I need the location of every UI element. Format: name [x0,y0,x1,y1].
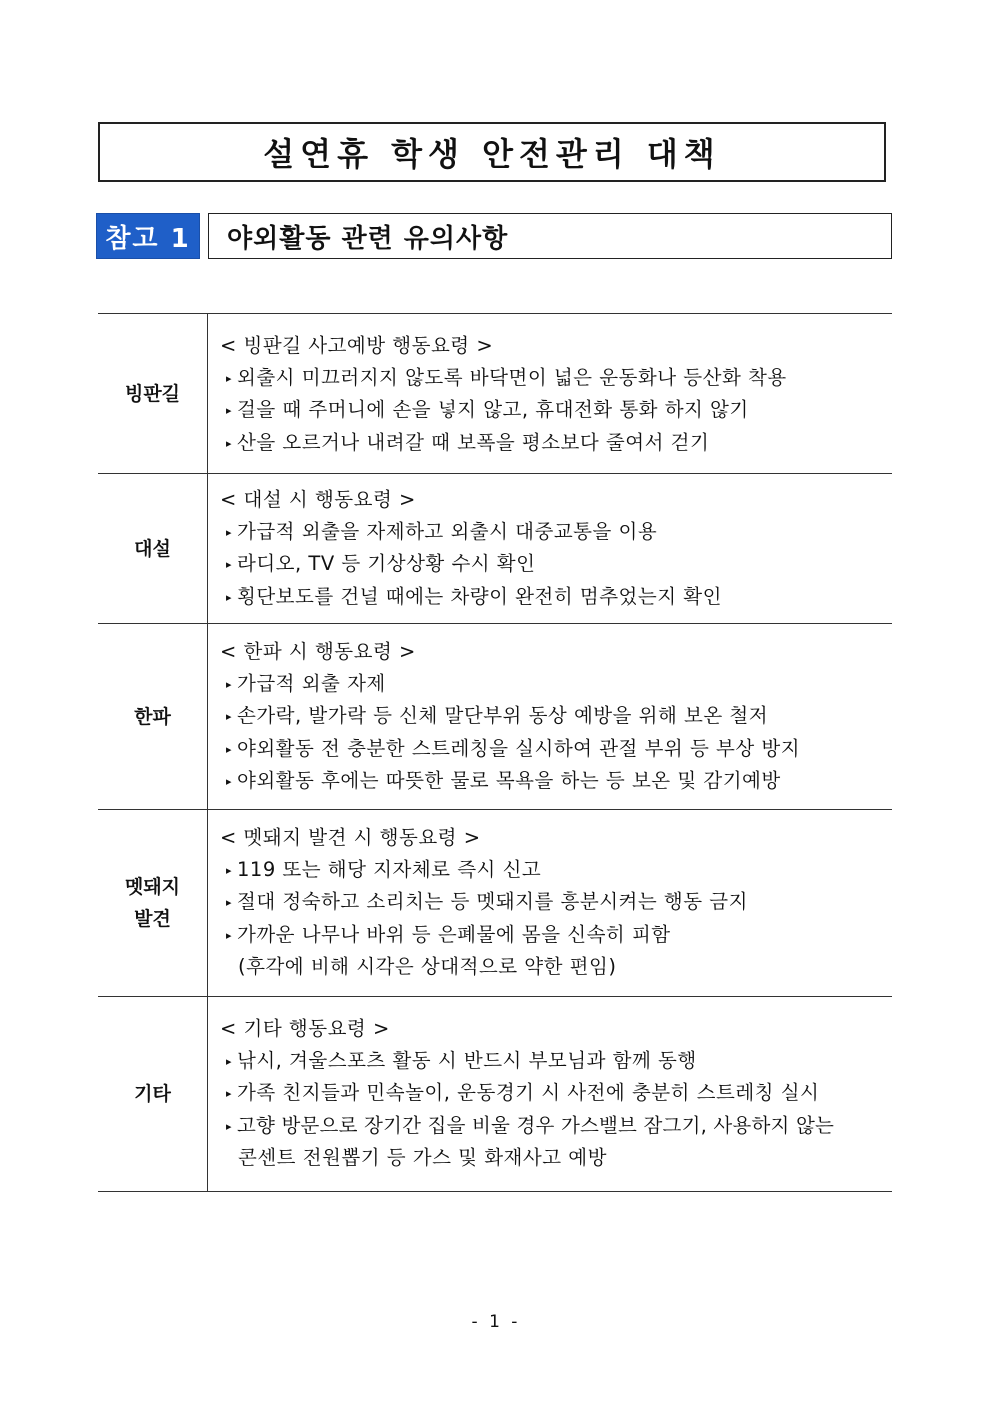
list-item: ▸ 라디오, TV 등 기상상황 수시 확인 [220,548,886,581]
bullet-icon: ▸ [226,896,233,909]
list-item: ▸ 손가락, 발가락 등 신체 말단부위 동상 예방을 위해 보온 철저 [220,700,886,733]
category-cell: 한파 [98,624,208,809]
category-cell [98,810,208,996]
bullet-icon: ▸ [226,590,233,604]
page-number: - 1 - [471,1312,521,1332]
category-cell: 기타 [98,997,208,1191]
section-heading: < 한파 시 행동요령 > [220,640,416,663]
bullet-icon: ▸ [226,525,233,539]
section-heading: < 빙판길 사고예방 행동요령 > [220,334,494,357]
category-cell: 대설 [98,474,208,623]
section-heading: < 기타 행동요령 > [220,1017,390,1040]
bullet-icon: ▸ [226,863,233,877]
list-item: ▸ 고향 방문으로 장기간 집을 비울 경우 가스밸브 잠그기, 사용하지 않는 [220,1110,886,1143]
reference-title: 야외활동 관련 유의사항 [208,213,892,259]
list-item: ▸ 119 또는 해당 지자체로 즉시 신고 [220,854,886,887]
content-cell [208,810,892,996]
category-line: 발견 [134,908,171,930]
bullet-icon: ▸ [226,1119,232,1133]
bullet-icon: ▸ [226,371,233,385]
reference-badge: 참고 1 [96,213,200,259]
table-row [98,810,892,997]
list-item: ▸ 낚시, 겨울스포츠 활동 시 반드시 부모님과 함께 동행 [220,1045,886,1078]
content-cell [208,474,892,623]
section-heading: < 대설 시 행동요령 > [220,488,416,511]
bullet-icon: ▸ [226,742,233,756]
content-cell [208,624,892,809]
list-item: ▸ 가까운 나무나 바위 등 은폐물에 몸을 신속히 피함 [220,919,886,952]
table-row [98,624,892,810]
list-item: ▸ 산을 오르거나 내려갈 때 보폭을 평소보다 줄여서 걷기 [220,427,886,460]
bullet-icon: ▸ [226,404,233,417]
list-item: ▸ 야외활동 전 충분한 스트레칭을 실시하여 관절 부위 등 부상 방지 [220,733,886,766]
category-cell: 빙판길 [98,314,208,473]
table-row [98,997,892,1192]
list-item: ▸ 횡단보도를 건널 때에는 차량이 완전히 멈추었는지 확인 [220,581,886,614]
content-cell [208,314,892,473]
list-item: ▸ 가족 친지들과 민속놀이, 운동경기 시 사전에 충분히 스트레칭 실시 [220,1077,886,1110]
list-item: ▸ 외출시 미끄러지지 않도록 바닥면이 넓은 운동화나 등산화 착용 [220,362,886,395]
bullet-icon: ▸ [226,928,233,942]
category-line: 멧돼지 [124,876,181,898]
list-item: ▸ 가급적 외출 자제 [220,668,886,701]
table-row [98,474,892,624]
content-cell [208,997,892,1191]
list-item: ▸ 걸을 때 주머니에 손을 넣지 않고, 휴대전화 통화 하지 않기 [220,394,886,427]
list-item: ▸ 야외활동 후에는 따뜻한 물로 목욕을 하는 등 보온 및 감기예방 [220,765,886,798]
section-heading: < 멧돼지 발견 시 행동요령 > [220,826,481,849]
continuation-text: 콘센트 전원뽑기 등 가스 및 화재사고 예방 [238,1146,607,1169]
table-row [98,314,892,474]
list-item: ▸ 절대 정숙하고 소리치는 등 멧돼지를 흥분시켜는 행동 금지 [220,886,886,919]
bullet-icon: ▸ [226,775,233,788]
bullet-icon: ▸ [226,677,233,691]
document-title: 설연휴 학생 안전관리 대책 [98,122,886,182]
bullet-icon: ▸ [226,558,233,571]
bullet-icon: ▸ [226,1054,233,1068]
bullet-icon: ▸ [226,710,233,723]
bullet-icon: ▸ [226,1087,233,1100]
bullet-icon: ▸ [226,436,233,450]
note-text: (후각에 비해 시각은 상대적으로 약한 편임) [238,955,617,978]
list-item: ▸ 가급적 외출을 자제하고 외출시 대중교통을 이용 [220,516,886,549]
guideline-table [98,313,892,1192]
